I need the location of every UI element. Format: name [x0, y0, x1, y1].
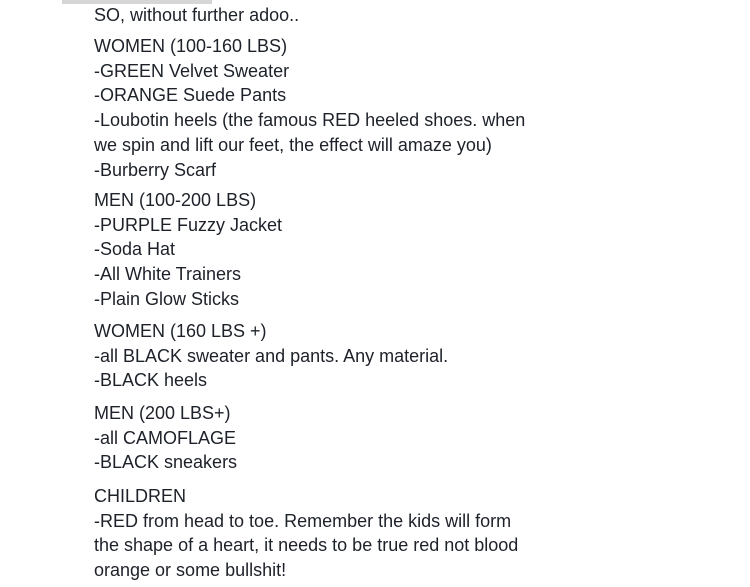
section-heading: WOMEN (160 LBS +) — [94, 321, 267, 341]
section-line: we spin and lift our feet, the effect will amaze you) — [94, 134, 492, 155]
section-line: -Soda Hat — [94, 239, 176, 260]
section-children — [94, 484, 518, 583]
section-heading: MEN (200 LBS+) — [94, 403, 231, 423]
section-heading: MEN (100-200 LBS) — [94, 190, 257, 210]
post-intro: SO, without further adoo.. — [94, 5, 300, 25]
section-line: -All White Trainers — [94, 264, 242, 285]
section-line: -BLACK sneakers — [94, 452, 238, 473]
section-line: -ORANGE Suede Pants — [94, 85, 287, 106]
section-line: -PURPLE Fuzzy Jacket — [94, 214, 283, 235]
section-line: -GREEN Velvet Sweater — [94, 60, 290, 81]
section-men-200-plus — [94, 401, 237, 475]
section-women-100-160 — [94, 34, 525, 182]
section-line: -Loubotin heels (the famous RED heeled shoes. when — [94, 110, 526, 131]
section-line: -Burberry Scarf — [94, 159, 217, 180]
section-line: -all CAMOFLAGE — [94, 427, 237, 448]
section-heading: WOMEN (100-160 LBS) — [94, 36, 288, 56]
section-men-100-200 — [94, 188, 282, 312]
section-women-160-plus — [94, 319, 448, 393]
section-line: orange or some bullshit! — [94, 560, 287, 581]
section-line: -RED from head to toe. Remember the kids will form — [94, 510, 512, 531]
section-line: -BLACK heels — [94, 370, 208, 391]
section-heading: CHILDREN — [94, 486, 187, 506]
section-line: -Plain Glow Sticks — [94, 288, 240, 309]
section-line: the shape of a heart, it needs to be true red not blood — [94, 535, 519, 556]
section-line: -all BLACK sweater and pants. Any material. — [94, 345, 449, 366]
